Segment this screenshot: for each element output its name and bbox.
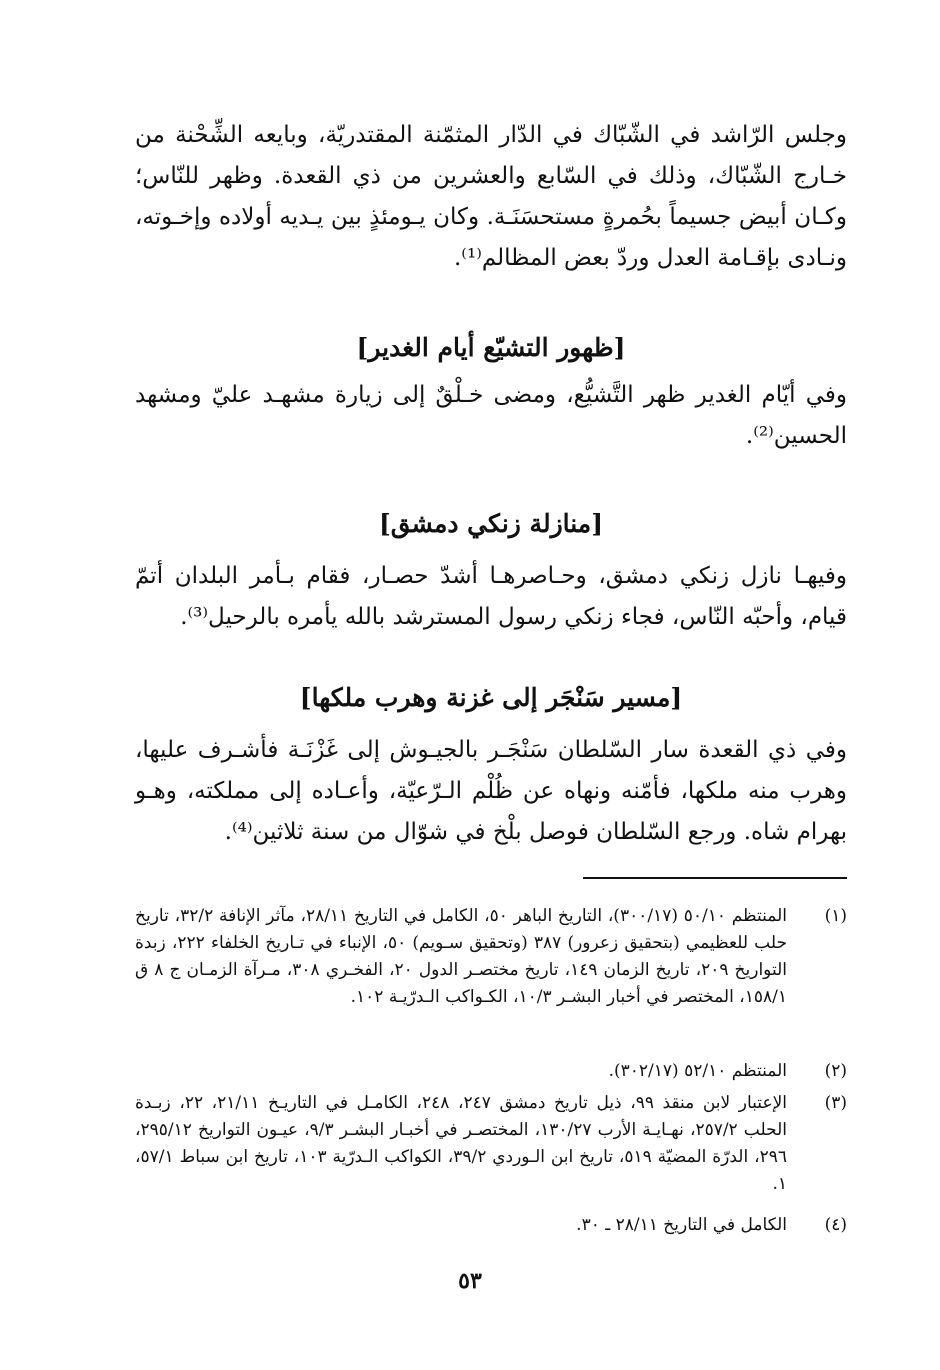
- footnote-1: [135, 903, 847, 1011]
- heading-zanki-damascus: [منازلة زنكي دمشق]: [378, 509, 604, 538]
- heading-tashayyu-ghadir: [ظهور التشيّع أيام الغدير]: [356, 333, 626, 362]
- paragraph-zanki-siege: وفيهـا نازل زنكي دمشق، وحـاصرهـا أشدّ حصـار، فقام بـأمر البلدان أتمّ قيام، وأحبّه النّاس، فجاء زنكي رسول المسترشد بالله يأمره بالرحيل⁽³⁾.: [135, 563, 847, 630]
- footnote-2-number: (٢): [824, 1061, 847, 1081]
- footnote-3-text: الإعتبار لابن منقذ ٩٩، ذيل تاريخ دمشق ٢٤٧، ٢٤٨، الكامـل في التاريـخ ٢١/١١، ٢٢، زبـدة الحلب ٢٥٧/٢، نهـايـة الأرب ١٣٠/٢٧، المختصـر في أخبـار البشـر ٩/٣، عيـون التواريخ ٢٩٥/١٢، ٢٩٦، الدرّة المضيّة ٥١٩، تاريخ ابن الـوردي ٣٩/٢، الكواكب الـدرّية ١٠٣، تاريخ ابن سباط ٥٧/١، ١.: [135, 1093, 788, 1194]
- footnote-4: [135, 1212, 847, 1239]
- footnote-4-text: الكامل في التاريخ ٢٨/١١ ـ ٣٠.: [576, 1215, 787, 1235]
- paragraph-rashid-bayaa: وجلس الرّاشد في الشّبّاك في الدّار المثمّنة المقتدريّة، وبايعه الشِّحْنة من خـارج الشّبّاك، وذلك في السّابع والعشرين من ذي القعدة. وظهر للنّاس؛ وكـان أبيض جسيماً بحُمرةٍ مستحسَنَـة. وكان يـومئذٍ بين يـديه أولاده وإخـوته، ونـادى بإقـامة العدل وردّ بعض المظالم⁽¹⁾.: [135, 122, 847, 271]
- paragraph-ghadir: وفي أيّام الغدير ظهر التَّشيُّع، ومضى خـلْقٌ إلى زيارة مشهـد عليّ ومشهد الحسين⁽²⁾.: [135, 382, 847, 449]
- footnote-4-number: (٤): [824, 1215, 847, 1235]
- page-number: ٥٣: [458, 1268, 482, 1294]
- footnote-3-number: (٣): [824, 1093, 847, 1113]
- footnote-1-number: (١): [824, 906, 847, 926]
- footnote-separator: [583, 877, 847, 879]
- footnote-1-text: المنتظم ٥٠/١٠ (٣٠٠/١٧)، التاريخ الباهر ٥٠، الكامل في التاريخ ٢٨/١١، مآثر الإنافة ٣٢/٢، تاريخ حلب للعظيمي (بتحقيق زعرور) ٣٨٧ (وتحقيق سـويم) ٥٠، الإنباء في تـاريخ الخلفاء ٢٢٢، زبدة التواريخ ٢٠٩، تاريخ الزمان ١٤٩، تاريخ مختصـر الدول ٢٠، الفخـري ٣٠٨، مـرآة الزمـان ج ٨ ق ١٥٨/١، المختصر في أخبار البشـر ١٠/٣، الكـواكب الـدرّيـة ١٠٢.: [135, 906, 787, 1007]
- footnote-3: [135, 1090, 847, 1198]
- footnote-2: [135, 1058, 847, 1085]
- paragraph-sanjar: وفي ذي القعدة سار السّلطان سَنْجَـر بالجيـوش إلى غَزْنَـة فأشـرف عليها، وهرب منه ملكها، فأمّنه ونهاه عن ظُلْم الـرّعيّة، وأعـاده إلى مملكته، وهـو بهرام شاه. ورجع السّلطان فوصل بلْخ في شوّال من سنة ثلاثين⁽⁴⁾.: [135, 737, 847, 845]
- heading-sanjar-ghazna: [مسير سَنْجَر إلى غزنة وهرب ملكها]: [299, 683, 683, 712]
- footnote-2-text: المنتظم ٥٢/١٠ (٣٠٢/١٧).: [608, 1061, 787, 1081]
